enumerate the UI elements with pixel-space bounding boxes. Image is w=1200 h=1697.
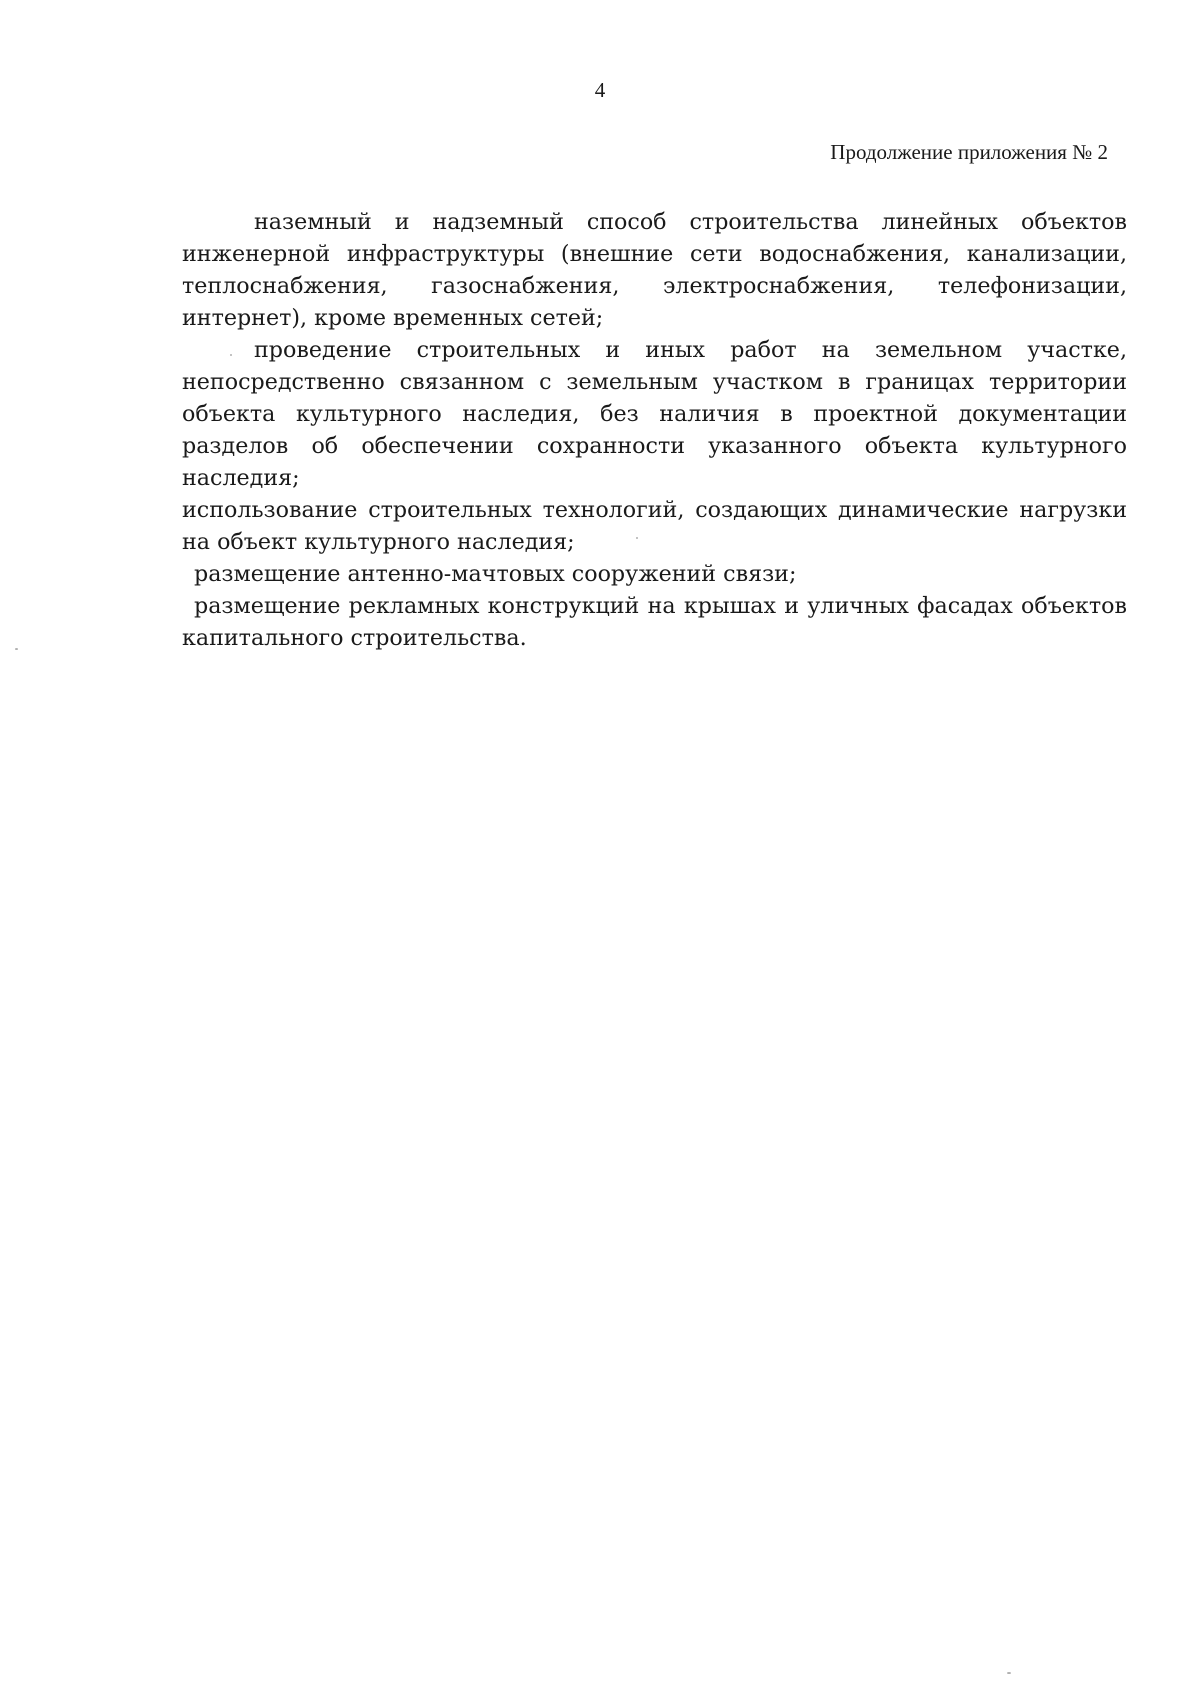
paragraph-advertising-structures: размещение рекламных конструкций на крышах и уличных фасадах объектов капитального строительства. xyxy=(182,593,1127,651)
paragraph-construction-works: проведение строительных и иных работ на земельном участке, непосредственно связанном с земельным участком в границах территории объекта культурного наследия, без наличия в проектной документации разделов об обеспечении сохранности указанного объекта культурного наследия; xyxy=(182,337,1127,491)
paragraph-linear-infrastructure: наземный и надземный способ строительства линейных объектов инженерной инфраструктуры (внешние сети водоснабжения, канализации, теплоснабжения, газоснабжения, электроснабжения, телефонизации, интернет), кроме временных сетей; xyxy=(182,209,1127,331)
scan-speck xyxy=(1007,1672,1011,1674)
paragraph-dynamic-loads: использование строительных технологий, создающих динамические нагрузки на объект культурного наследия; xyxy=(182,497,1127,555)
appendix-continuation-note: Продолжение приложения № 2 xyxy=(830,140,1108,164)
paragraph-antenna-structures: размещение антенно-мачтовых сооружений связи; xyxy=(194,561,797,587)
scan-speck xyxy=(636,537,638,539)
body-text xyxy=(182,206,1127,654)
scan-speck xyxy=(230,354,232,356)
page-number: 4 xyxy=(594,78,606,102)
scan-speck xyxy=(15,648,18,650)
